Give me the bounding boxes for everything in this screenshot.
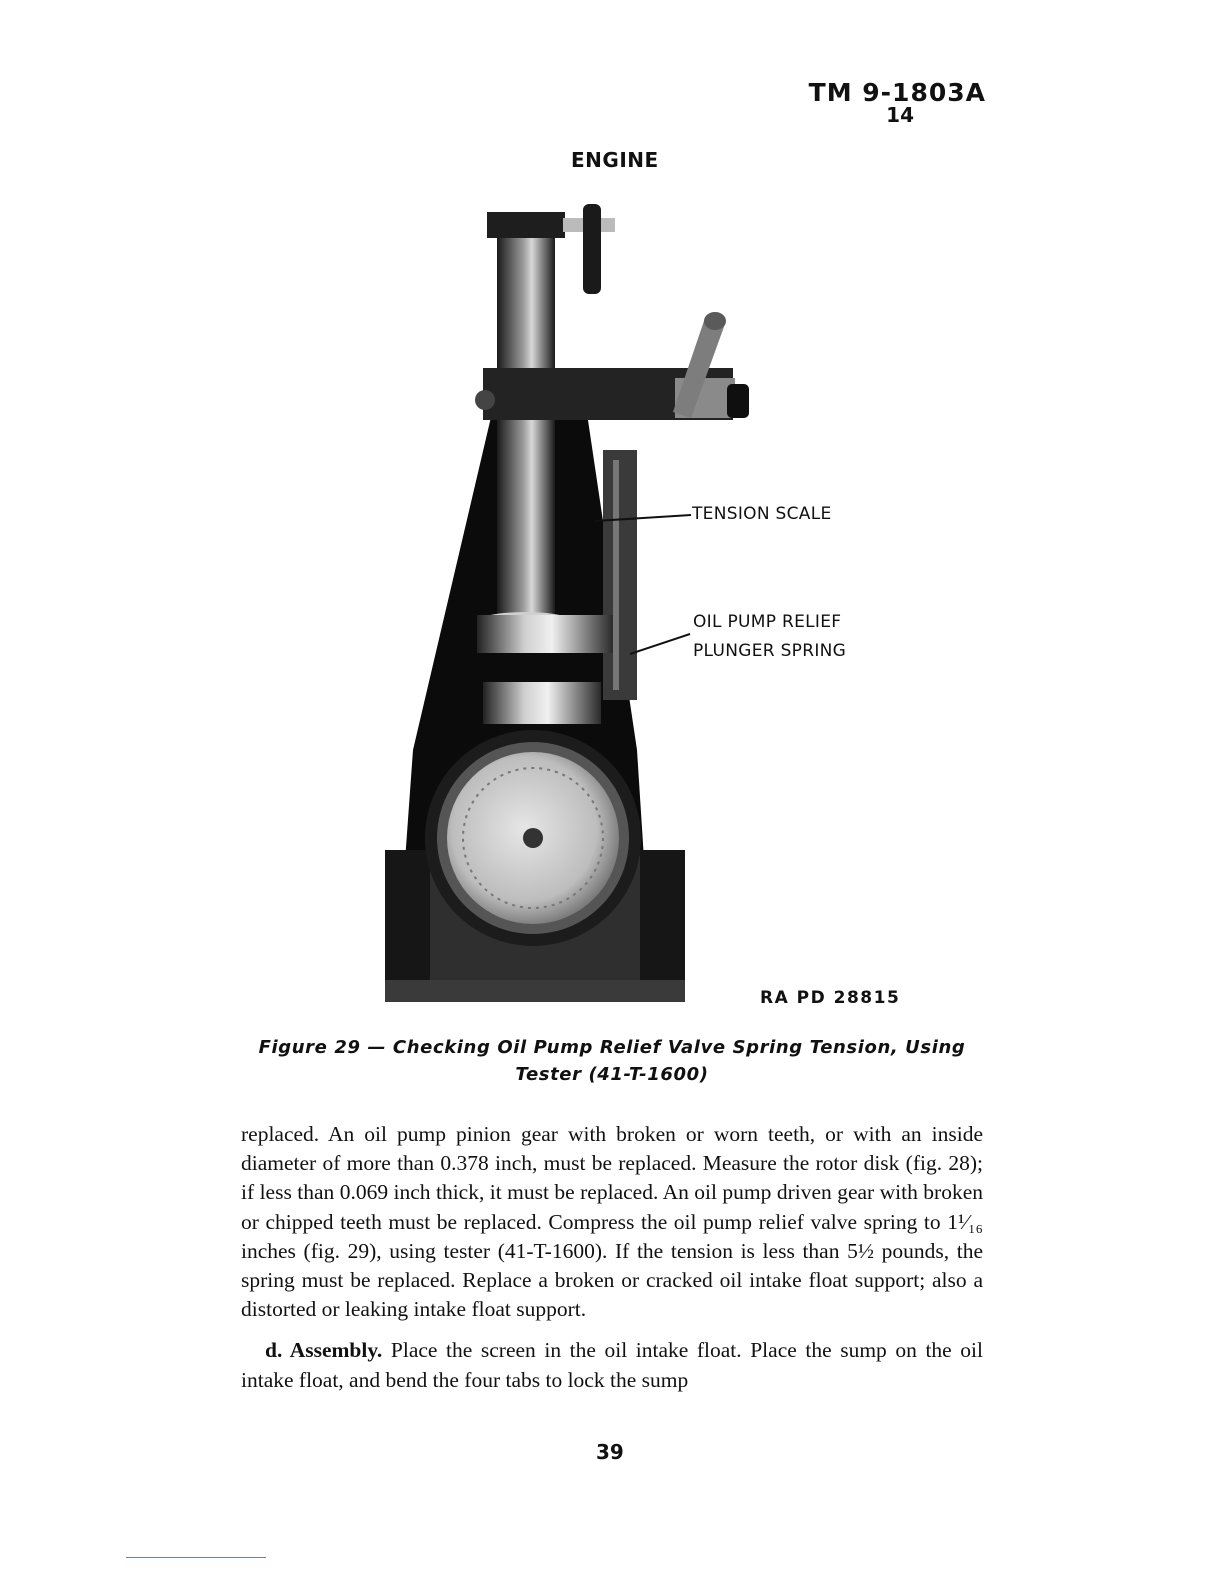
caption-line2: Tester (41-T-1600) <box>515 1064 709 1085</box>
callout-spring-line1: OIL PUMP RELIEF <box>693 612 842 632</box>
callout-spring-line2: PLUNGER SPRING <box>693 641 847 661</box>
footer-rule <box>126 1557 266 1558</box>
caption-line1: Figure 29 — Checking Oil Pump Relief Valve Spring Tension, Using <box>258 1037 966 1058</box>
figure-caption <box>240 1034 984 1088</box>
body-text <box>241 1120 983 1395</box>
paragraph-2-label: d. Assembly. <box>265 1338 383 1363</box>
tester-photo <box>375 190 775 1010</box>
leader-line-tension <box>595 505 695 525</box>
section-title: ENGINE <box>571 148 659 172</box>
figure-ra-code: RA PD 28815 <box>760 988 901 1008</box>
paragraph-1: replaced. An oil pump pinion gear with broken or worn teeth, or with an inside diameter of more than 0.378 inch, must be replaced. Measure the rotor disk (fig. 28); if less than 0.069 inch thick, it must be replaced. An oil pump driven gear with broken or chipped teeth must be replaced. Compress the oil pump relief valve spring to 1¹⁄₁₆ inches (fig. 29), using tester (41-T-1600). If the tension is less than 5½ pounds, the spring must be replaced. Replace a broken or cracked oil intake float support; also a distorted or leaking intake float support. <box>241 1122 983 1322</box>
callout-plunger-spring <box>693 608 846 666</box>
paragraph-2 <box>241 1336 983 1394</box>
paragraph-2-text: Place the screen in the oil intake float. Place the sump on the oil intake float, and bend the four tabs to lock the sump <box>241 1338 983 1392</box>
callout-tension-scale <box>692 504 832 524</box>
callout-tension-scale-text: TENSION SCALE <box>692 504 832 524</box>
manual-id: TM 9-1803A <box>808 78 986 107</box>
leader-line-spring <box>630 628 692 658</box>
running-header <box>809 78 986 127</box>
page-number: 39 <box>596 1440 624 1464</box>
section-number: 14 <box>886 103 914 127</box>
